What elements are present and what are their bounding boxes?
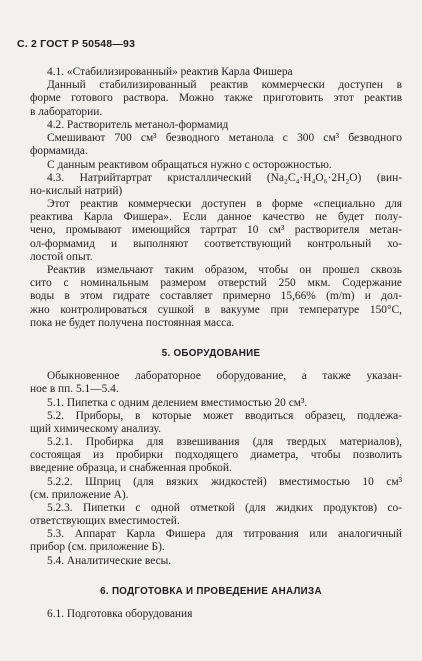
text-line: 5.2.3. Пипетки с одной отметкой (для жидких продуктов) со- xyxy=(47,502,402,514)
text-line: воды в этом гидрате составляет примерно 15,66% (m/m) и дол- xyxy=(30,290,402,303)
text-line: С данным реактивом обращаться нужно с осторожностью. xyxy=(47,158,332,171)
paragraph-4-3 xyxy=(30,172,402,198)
text-line: 5.2.1. Пробирка для взвешивания (для твердых материалов), xyxy=(47,436,402,448)
paragraph-5-4 xyxy=(30,555,402,568)
text-line: но-кислый натрий) xyxy=(30,185,123,198)
text-line: 5.3. Аппарат Карла Фишера для титрования или аналогичный xyxy=(47,528,402,540)
text-line: лостой опыт. xyxy=(30,250,93,263)
paragraph-5-3 xyxy=(30,528,402,554)
paragraph-4-1 xyxy=(30,66,402,119)
text-line: 5.2. Приборы, в которые может вводиться образец, подлежа- xyxy=(47,410,402,423)
section-5-intro xyxy=(30,370,402,396)
text-line: реактива Карла Фишера». Если данное качество не будет полу- xyxy=(30,211,402,224)
text-line: Обыкновенное лабораторное оборудование, а также указан- xyxy=(47,370,402,382)
text-line: формамида. xyxy=(30,145,88,158)
paragraph-4-2 xyxy=(30,119,402,172)
text-line: в лаборатории. xyxy=(30,105,103,118)
text-line: Этот реактив коммерчески доступен в форме «специально для xyxy=(47,198,402,210)
text-line: введение образца, и снабженная пробкой. xyxy=(30,462,232,475)
text-line: щий химическому анализу. xyxy=(30,423,161,436)
text-line: форме готового раствора. Можно также приготовить этот реактив xyxy=(30,92,402,105)
text-line: пока не будет получена постоянная масса. xyxy=(30,316,235,329)
text-line: 5.1. Пипетка с одним делением вместимостью 20 см³. xyxy=(47,397,308,409)
paragraph-4-3-grinding xyxy=(30,264,402,330)
text-line: 4.3. Натрийтартрат кристаллический (Na₂C₄·H₄O₆·2H₂O) (вин- xyxy=(47,172,402,184)
text-line: состоящая из пробирки подходящего диаметра, чтобы позволить xyxy=(30,449,402,462)
text-line: ное в пп. 5.1—5.4. xyxy=(30,383,119,396)
page-header: С. 2 ГОСТ Р 50548—93 xyxy=(17,38,136,50)
text-line: ответствующих вместимостей. xyxy=(30,515,180,528)
text-line: Смешивают 700 см³ безводного метанола с 300 см³ безводного xyxy=(47,132,402,145)
text-line: Реактив измельчают таким образом, чтобы он прошел сквозь xyxy=(47,264,402,276)
section-5-items xyxy=(30,397,402,437)
text-line: жно контролироваться сушкой в вакууме при температуре 150°С, xyxy=(30,303,402,316)
section-5-heading: 5. ОБОРУДОВАНИЕ xyxy=(161,348,261,359)
text-line: прибор (см. приложение Б). xyxy=(30,541,165,554)
text-line: Данный стабилизированный реактив коммерчески доступен в xyxy=(47,79,402,92)
paragraph-5-2-2 xyxy=(30,476,402,502)
text-line: (см. приложение А). xyxy=(30,489,129,502)
text-line: сито с номинальным размером отверстий 250 мкм. Содержание xyxy=(30,277,402,290)
text-line: 5.4. Аналитические весы. xyxy=(47,555,172,567)
text-line: чено, промывают имеющийся тартрат 10 см³ растворителя метан- xyxy=(30,224,402,237)
paragraph-5-2-3 xyxy=(30,502,402,528)
text-line: 4.1. «Стабилизированный» реактив Карла Фишера xyxy=(47,66,293,78)
text-line: 6.1. Подготовка оборудования xyxy=(47,608,193,620)
section-6-heading: 6. ПОДГОТОВКА И ПРОВЕДЕНИЕ АНАЛИЗА xyxy=(100,586,322,597)
text-line: 5.2.2. Шприц (для вязких жидкостей) вместимостью 10 см³ xyxy=(47,476,402,488)
paragraph-5-2-1 xyxy=(30,436,402,476)
paragraph-4-3-note xyxy=(30,198,402,264)
text-line: 4.2. Растворитель метанол-формамид xyxy=(47,119,229,131)
paragraph-6-1 xyxy=(30,608,402,621)
text-line: ол-формамид и выполняют соответствующий контрольный хо- xyxy=(30,237,402,250)
